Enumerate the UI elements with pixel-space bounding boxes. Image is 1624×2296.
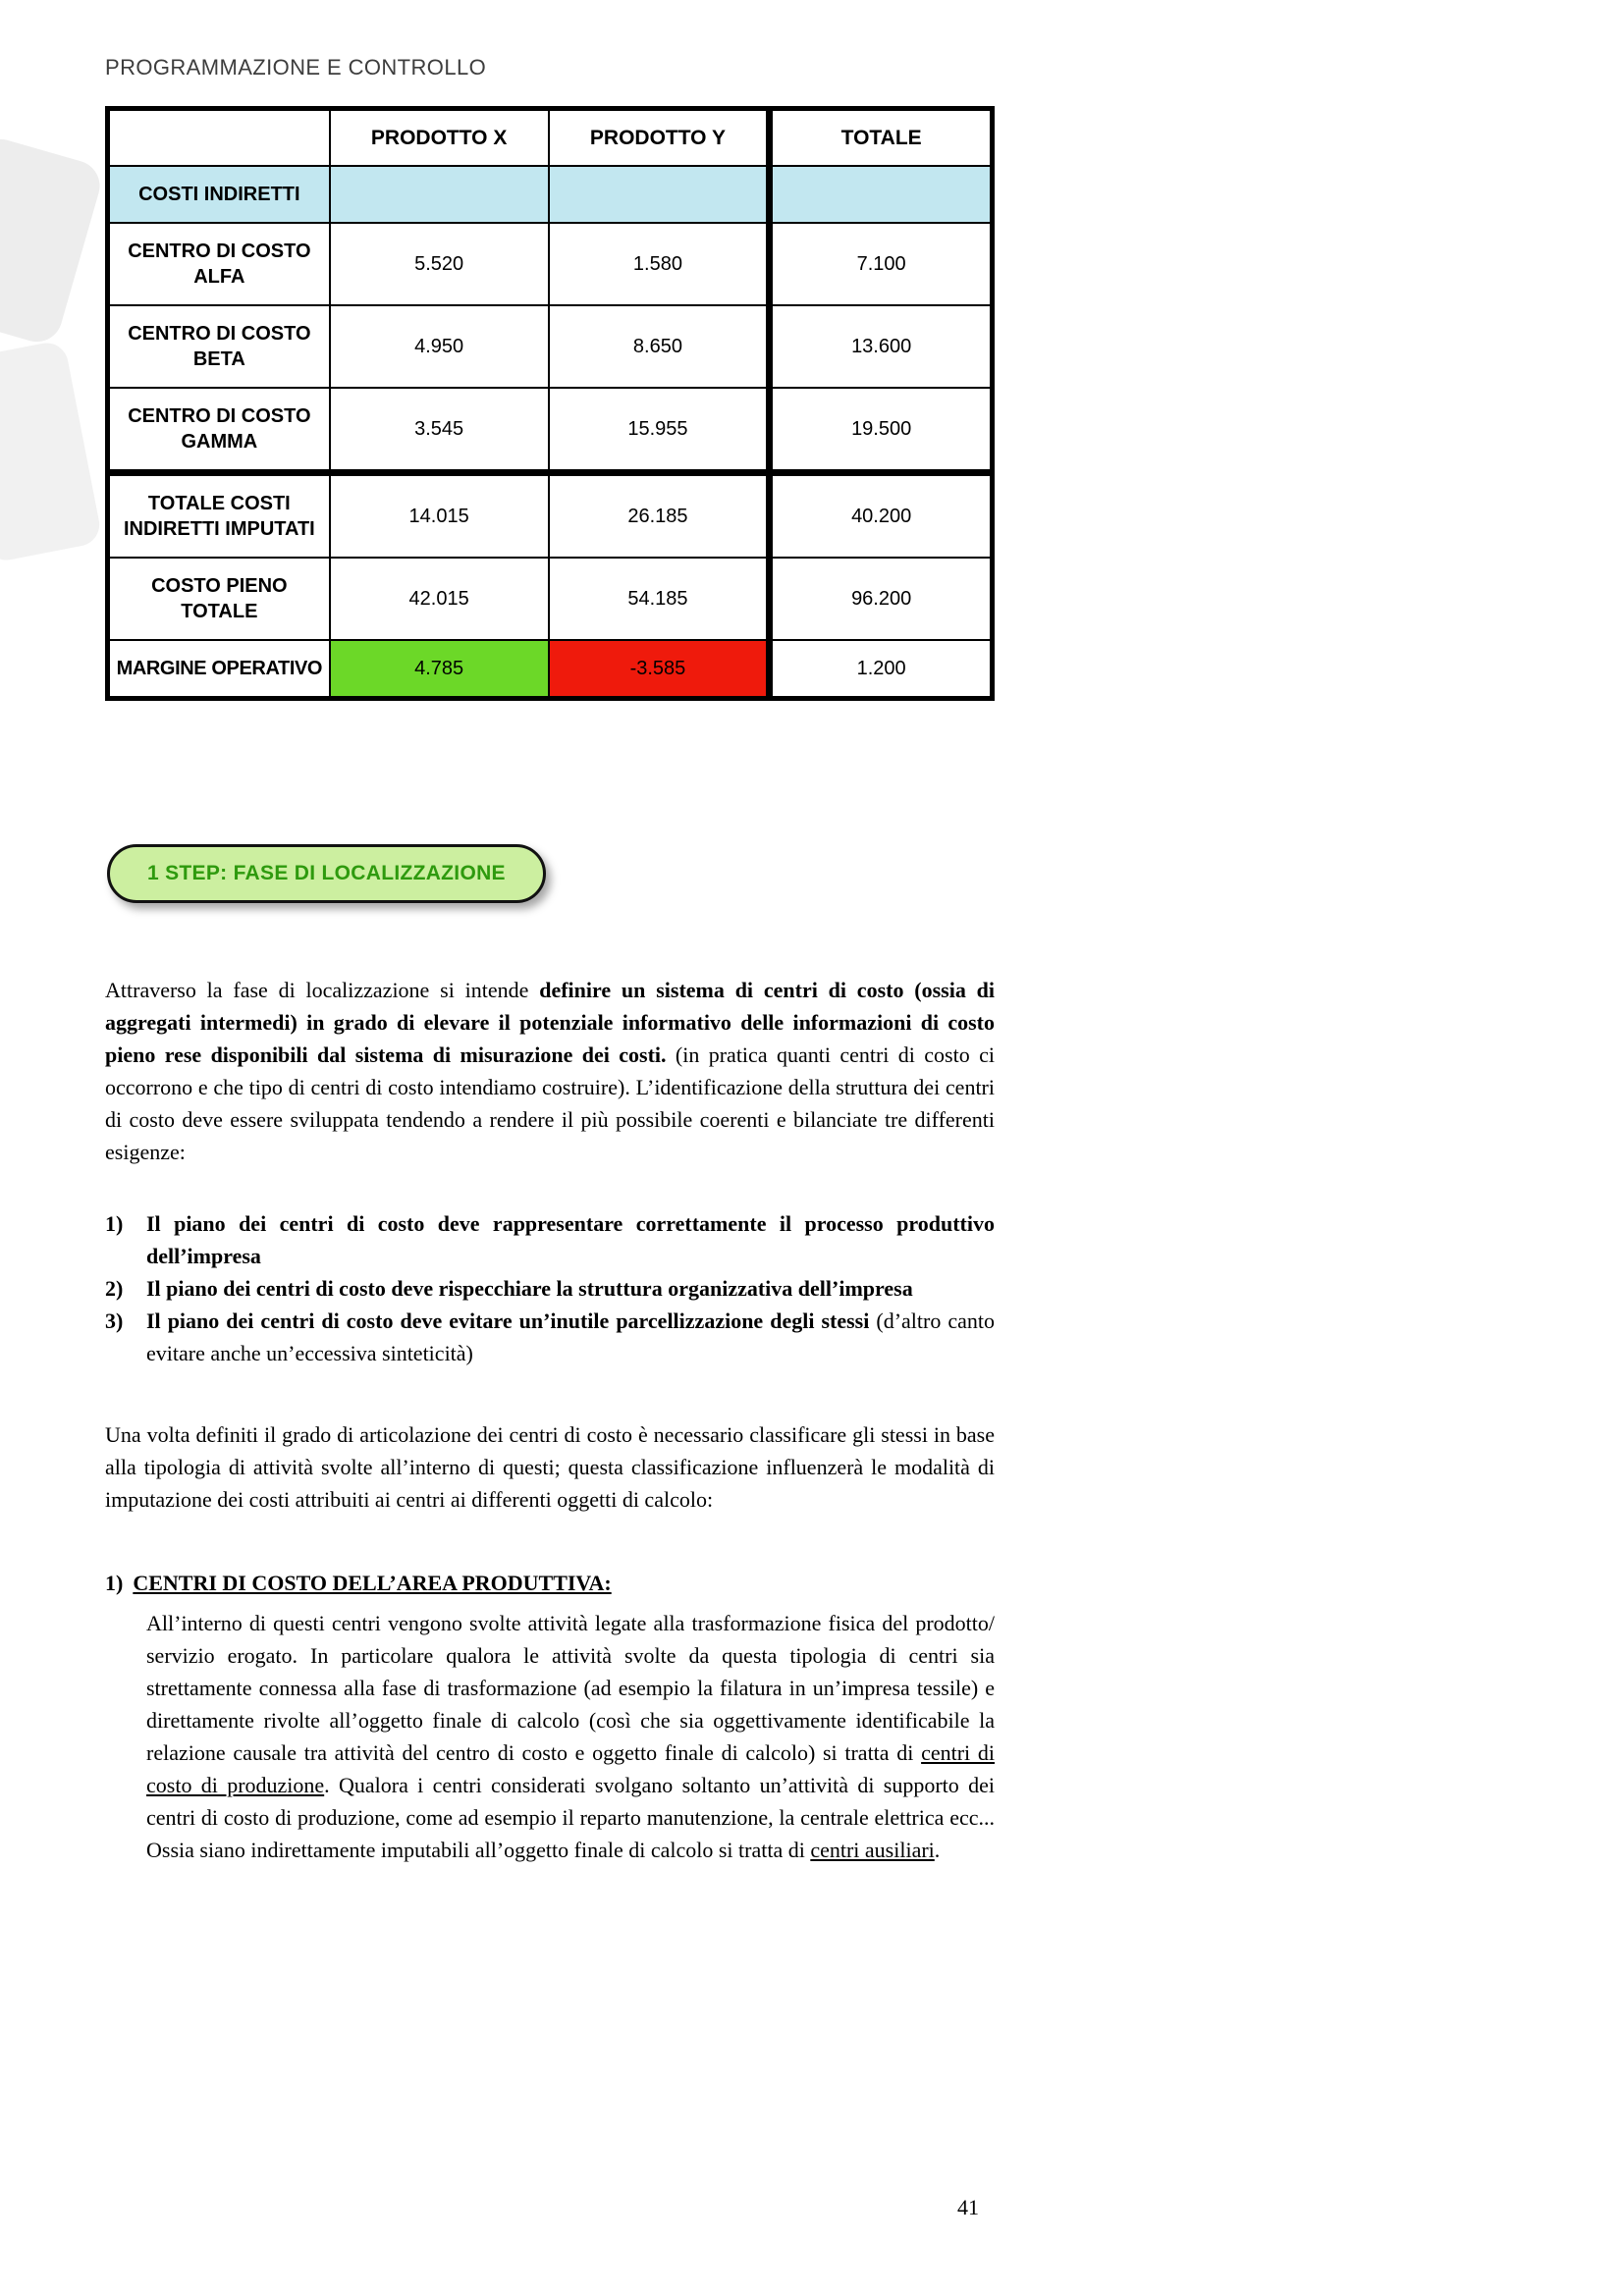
list-number: 1) — [105, 1211, 124, 1237]
table-row-centro-alfa — [108, 223, 993, 305]
row-label: CENTRO DI COSTO GAMMA — [108, 388, 330, 473]
value-cell: 3.545 — [330, 388, 549, 473]
table-row-centro-beta — [108, 305, 993, 388]
value-cell: 5.520 — [330, 223, 549, 305]
section-body: All’interno di questi centri vengono svolte attività legate alla trasformazione fisica del prodotto/ servizio erogato. In particolare qualora le attività svolte da questa tipologia di centri sia strettamente connessa alla fase di trasformazione (ad esempio la filatura in un’impresa tessile) e direttamente rivolte all’oggetto finale di calcolo (così che sia oggettivamente identificabile la relazione causale tra attività del centro di costo e oggetto finale di calcolo) si tratta di centri di costo di produzione. Qualora i centri considerati svolgano soltanto un’attività di supporto dei centri di costo di produzione, come ad esempio il reparto manutenzione, la centrale elettrica ecc... Ossia siano indirettamente imputabili all’oggetto finale di calcolo si tratta di centri ausiliari. — [146, 1611, 995, 1863]
page-content — [105, 55, 995, 1866]
value-cell: 96.200 — [770, 558, 993, 640]
section-number: 1) — [105, 1571, 124, 1596]
empty-cell — [330, 166, 549, 223]
watermark-shape — [0, 340, 103, 564]
row-label: CENTRO DI COSTO ALFA — [108, 223, 330, 305]
section-row-costi-indiretti — [108, 166, 993, 223]
value-cell: 1.200 — [770, 640, 993, 699]
document-header: PROGRAMMAZIONE E CONTROLLO — [105, 55, 487, 80]
table-row-totale-costi-indiretti — [108, 473, 993, 559]
table-header-row — [108, 109, 993, 167]
paragraph-classificazione: Una volta definiti il grado di articolazione dei centri di costo è necessario classificare gli stessi in base alla tipologia di attività svolte all’interno di questi; questa classificazione influenzerà le modalità di imputazione dei costi attribuiti ai centri ai differenti oggetti di calcolo: — [105, 1422, 995, 1513]
corner-cell — [108, 109, 330, 167]
list-item-2 — [105, 1272, 995, 1305]
value-cell: 42.015 — [330, 558, 549, 640]
section-title: CENTRI DI COSTO DELL’AREA PRODUTTIVA: — [133, 1571, 612, 1596]
value-cell-negative: -3.585 — [549, 640, 770, 699]
list-number: 3) — [105, 1308, 124, 1334]
value-cell: 13.600 — [770, 305, 993, 388]
paragraph-localizzazione: Attraverso la fase di localizzazione si intende definire un sistema di centri di costo (ossia di aggregati intermedi) in grado di elevare il potenziale informativo delle informazioni di costo pieno rese disponibili dal sistema di misurazione dei costi. (in pratica quanti centri di costo ci occorrono e che tipo di centri di costo intendiamo costruire). L’identificazione della struttura dei centri di costo deve essere sviluppata tendendo a rendere il più possibile coerenti e bilanciate tre differenti esigenze: — [105, 978, 995, 1165]
value-cell: 14.015 — [330, 473, 549, 559]
row-label: COSTI INDIRETTI — [108, 166, 330, 223]
value-cell: 15.955 — [549, 388, 770, 473]
value-cell: 4.950 — [330, 305, 549, 388]
row-label: CENTRO DI COSTO BETA — [108, 305, 330, 388]
table-row-margine-operativo — [108, 640, 993, 699]
watermark-shape — [0, 133, 106, 347]
table-row-costo-pieno — [108, 558, 993, 640]
list-item-text: Il piano dei centri di costo deve evitare un’inutile parcellizzazione degli stessi (d’altro canto evitare anche un’eccessiva sinteticità) — [146, 1308, 996, 1366]
list-item-1 — [105, 1207, 995, 1272]
column-header-totale: TOTALE — [770, 109, 993, 167]
page-number: 41 — [957, 2195, 979, 2219]
value-cell: 40.200 — [770, 473, 993, 559]
row-label: MARGINE OPERATIVO — [108, 640, 330, 699]
list-item-3 — [105, 1305, 995, 1369]
row-label: COSTO PIENO TOTALE — [108, 558, 330, 640]
value-cell: 19.500 — [770, 388, 993, 473]
cost-allocation-table — [105, 106, 995, 701]
step-badge: 1 STEP: FASE DI LOCALIZZAZIONE — [107, 844, 546, 903]
row-label: TOTALE COSTI INDIRETTI IMPUTATI — [108, 473, 330, 559]
empty-cell — [549, 166, 770, 223]
value-cell: 7.100 — [770, 223, 993, 305]
value-cell: 1.580 — [549, 223, 770, 305]
value-cell: 26.185 — [549, 473, 770, 559]
value-cell-positive: 4.785 — [330, 640, 549, 699]
column-header-prodotto-y: PRODOTTO Y — [549, 109, 770, 167]
empty-cell — [770, 166, 993, 223]
table-row-centro-gamma — [108, 388, 993, 473]
value-cell: 8.650 — [549, 305, 770, 388]
section-heading-area-produttiva — [105, 1567, 995, 1599]
value-cell: 54.185 — [549, 558, 770, 640]
column-header-prodotto-x: PRODOTTO X — [330, 109, 549, 167]
list-item-text: Il piano dei centri di costo deve rappresentare correttamente il processo produttivo dell’impresa — [146, 1211, 995, 1269]
list-number: 2) — [105, 1276, 124, 1302]
numbered-list — [105, 1207, 995, 1369]
list-item-text: Il piano dei centri di costo deve rispecchiare la struttura organizzativa dell’impresa — [146, 1276, 913, 1302]
